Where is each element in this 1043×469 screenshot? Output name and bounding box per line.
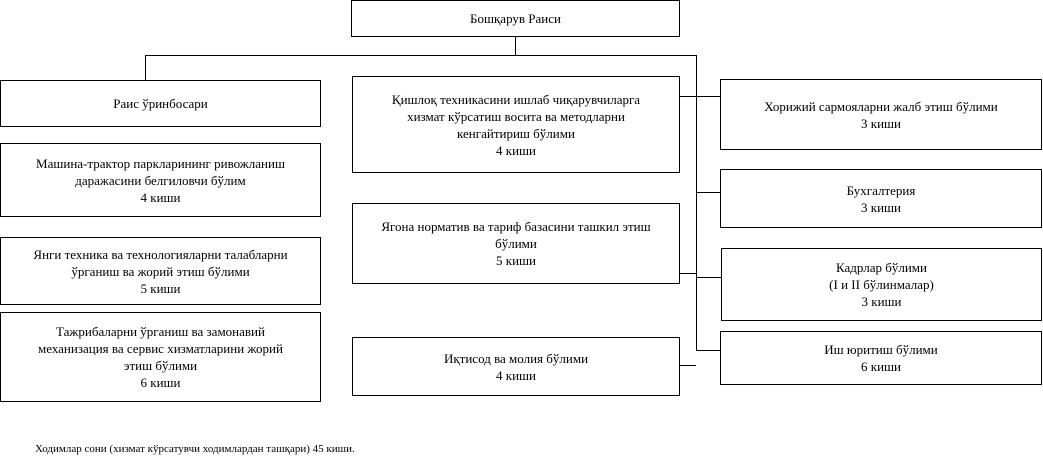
left-unit-box-3	[0, 312, 321, 402]
right-unit-box-3	[721, 248, 1042, 321]
center-unit-1-line-1: Қишлоқ техникасини ишлаб чиқарувчиларга	[391, 91, 641, 107]
left-unit-2-staff: 5 киши	[140, 280, 181, 296]
center-unit-2-line-1: Ягона норматив ва тариф базасини ташкил этиш	[381, 219, 651, 234]
center-unit-2-line-2: бўлими	[495, 236, 537, 251]
left-unit-1-line-2: даражасини белгиловчи бўлим	[75, 172, 246, 188]
connector-top-down	[515, 36, 516, 55]
center-unit-1-line-3: кенгайтириш бўлими	[457, 125, 575, 141]
left-unit-box-2	[0, 237, 321, 305]
connector-right-3	[696, 277, 721, 278]
right-unit-2-line-1: Бухгалтерия	[846, 182, 916, 198]
center-unit-3-line-1: Иқтисод ва молия бўлими	[443, 350, 589, 366]
connector-center-1	[680, 96, 696, 97]
connector-right-1	[696, 96, 720, 97]
left-unit-3-line-3: этиш бўлими	[123, 358, 198, 373]
center-unit-box-3	[352, 337, 680, 396]
center-unit-box-2	[352, 203, 680, 284]
center-unit-1-line-2: хизмат кўрсатиш восита ва методларни	[407, 108, 625, 124]
right-unit-3-line-2: (I и II бўлинмалар)	[829, 277, 934, 292]
right-unit-box-4	[720, 331, 1042, 385]
connector-right-4	[696, 350, 720, 351]
connector-right-trunk	[696, 55, 697, 350]
right-unit-1-line-1: Хорижий сармояларни жалб этиш бўлими	[764, 98, 998, 114]
connector-center-3	[680, 365, 696, 366]
left-unit-3-line-2: механизация ва сервис хизматларини жорий	[38, 341, 283, 356]
center-unit-1-staff: 4 киши	[496, 142, 536, 158]
left-unit-2-line-1: Янги техника ва технологияларни талабларни	[33, 246, 288, 262]
deputy-box	[0, 80, 321, 127]
center-unit-box-1	[352, 76, 680, 173]
left-unit-1-staff: 4 киши	[140, 189, 181, 205]
right-unit-3-staff: 3 киши	[861, 294, 902, 309]
right-unit-box-1	[720, 79, 1042, 150]
deputy-title: Раис ўринбосари	[113, 96, 208, 111]
right-unit-4-staff: 6 киши	[861, 359, 901, 374]
right-unit-2-staff: 3 киши	[861, 199, 901, 215]
connector-to-deputy	[145, 55, 146, 80]
left-unit-1-line-1: Машина-трактор паркларининг ривожланиш	[36, 155, 285, 171]
chairman-title: Бошқарув Раиси	[470, 11, 561, 26]
right-unit-1-staff: 3 киши	[861, 115, 901, 131]
center-unit-2-staff: 5 киши	[496, 253, 536, 268]
left-unit-3-line-1: Тажрибаларни ўрганиш ва замонавий	[56, 324, 265, 339]
right-unit-box-2	[720, 169, 1042, 228]
connector-center-2	[680, 273, 696, 274]
left-unit-2-line-2: ўрганиш ва жорий этиш бўлими	[71, 263, 250, 279]
left-unit-box-1	[0, 143, 321, 217]
right-unit-4-line-1: Иш юритиш бўлими	[824, 342, 938, 357]
center-unit-3-staff: 4 киши	[496, 367, 536, 383]
connector-right-2	[696, 192, 720, 193]
right-unit-3-line-1: Кадрлар бўлими	[836, 260, 927, 275]
staff-total-note: Ходимлар сони (хизмат кўрсатувчи ходимлардан ташқари) 45 киши.	[35, 443, 355, 455]
chairman-box	[351, 0, 680, 37]
left-unit-3-staff: 6 киши	[140, 375, 181, 390]
connector-top-horizontal	[145, 55, 697, 56]
